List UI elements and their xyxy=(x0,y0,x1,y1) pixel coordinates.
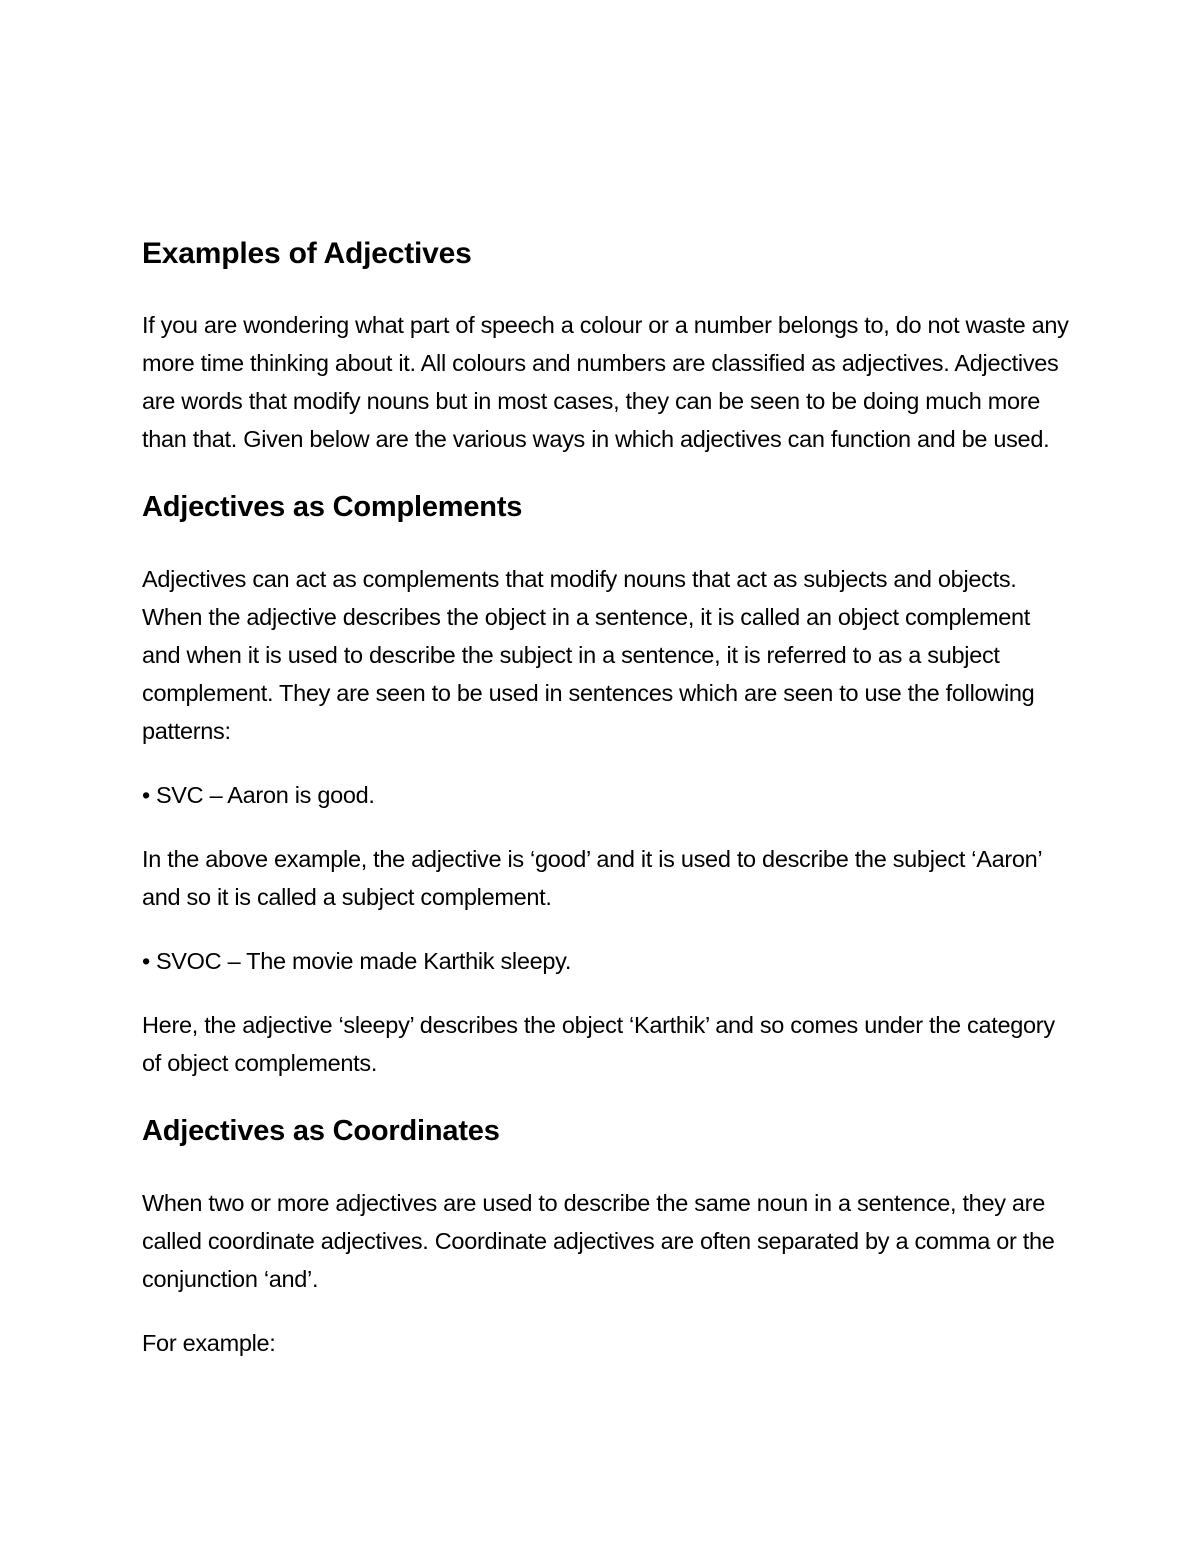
list-item-text: SVC – Aaron is good. xyxy=(155,782,375,808)
section-heading-complements: Adjectives as Complements xyxy=(142,491,523,523)
list-item-svoc xyxy=(142,942,1072,980)
list-item-svc xyxy=(142,776,1072,814)
page-title: Examples of Adjectives xyxy=(142,237,472,270)
bullet-icon: • xyxy=(142,948,150,974)
intro-paragraph: If you are wondering what part of speech a colour or a number belongs to, do not waste any more time thinking about it. All colours and numbers are classified as adjectives. Adjectives are words that modify nouns but in most cases, they can be seen to be doing much more than that. Given below are the various ways in which adjectives can function and be used. xyxy=(142,312,1069,452)
svoc-explanation-paragraph: Here, the adjective ‘sleepy’ describes the object ‘Karthik’ and so comes under the category of object complements. xyxy=(142,1012,1055,1076)
document-body xyxy=(142,230,1072,1388)
bullet-icon: • xyxy=(142,782,150,808)
complements-paragraph: Adjectives can act as complements that modify nouns that act as subjects and objects. When the adjective describes the object in a sentence, it is called an object complement and when it is used to describe the subject in a sentence, it is referred to as a subject complement. They are seen to be used in sentences which are seen to use the following patterns: xyxy=(142,566,1035,744)
coordinates-paragraph: When two or more adjectives are used to describe the same noun in a sentence, they are called coordinate adjectives. Coordinate adjectives are often separated by a comma or the conjunction ‘and’. xyxy=(142,1190,1055,1292)
example-label: For example: xyxy=(142,1330,276,1356)
section-heading-coordinates: Adjectives as Coordinates xyxy=(142,1115,500,1147)
list-item-text: SVOC – The movie made Karthik sleepy. xyxy=(155,948,572,974)
svc-explanation-paragraph: In the above example, the adjective is ‘good’ and it is used to describe the subject ‘Aaron’ and so it is called a subject complement. xyxy=(142,846,1042,910)
